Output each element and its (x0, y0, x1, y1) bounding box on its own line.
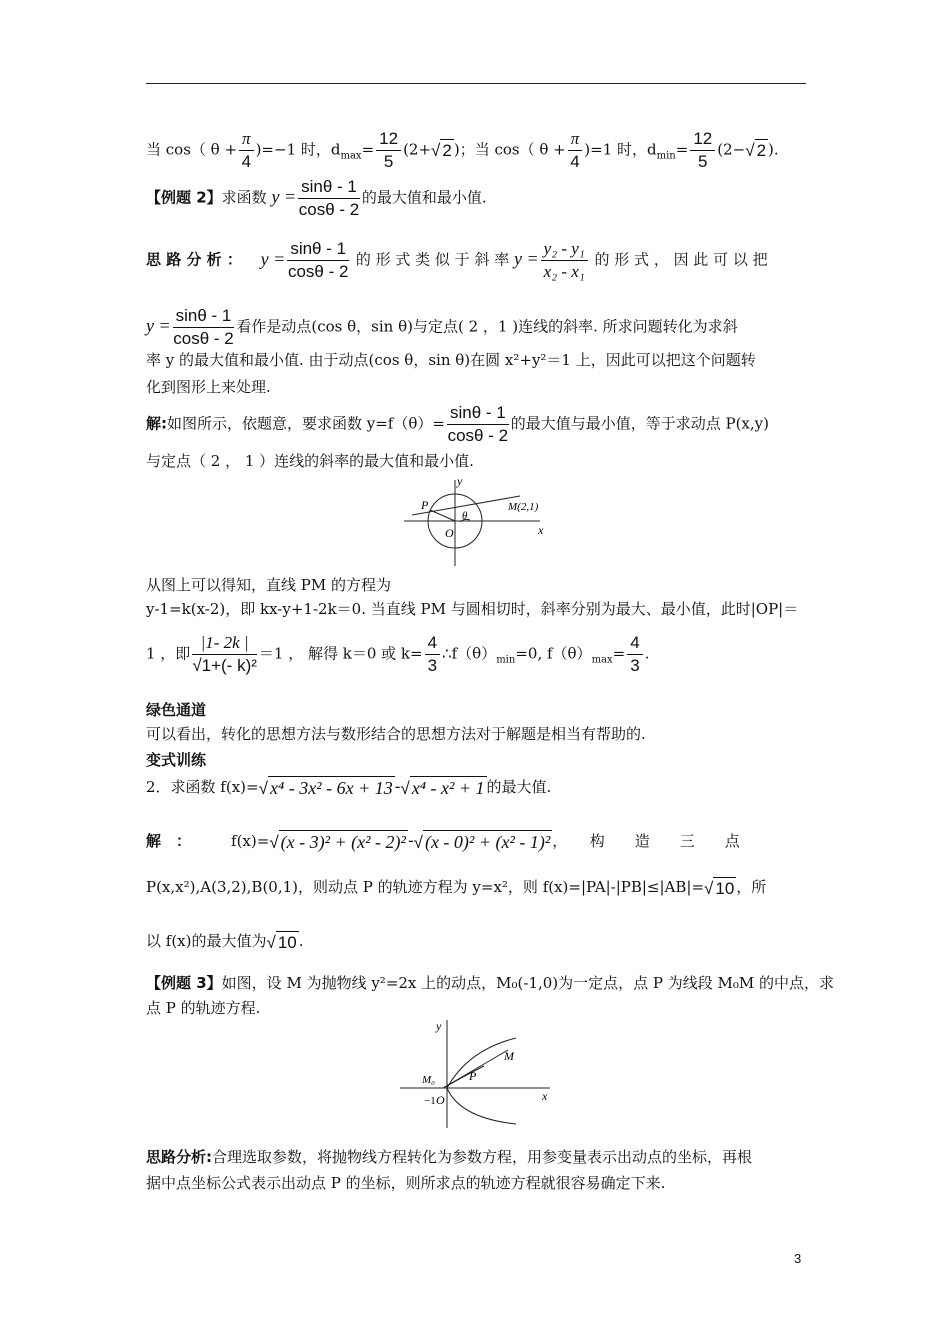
label-m: M (504, 1049, 514, 1063)
label-m: M(2,1) (508, 501, 539, 513)
label-p: P (421, 498, 429, 512)
analysis-line-1: 思 路 分 析 ： y = $\frac{\sin\theta - 1}{\cos\theta - 2}$ 的 形 式 类 似 于 斜 率 y = $\frac{\text{y₂ - y₁}}{\text{x₂ - x₁}}$ 的 形 式 ， 因 此 可 以 把 (146, 239, 768, 281)
solution-1: 解:如图所示，依题意，要求函数 y=f（θ）= $\frac{\sin\theta - 1}{\cos\theta - 2}$ 的最大值与最小值，等于求动点 P(x,y) (146, 403, 769, 445)
fraction-sin-cos: $\frac{\sin\theta - 1}{\cos\theta - 2}$ (298, 177, 360, 219)
label-theta: θ (462, 510, 468, 522)
fraction-slope: $\frac{\text{y₂ - y₁}}{\text{x₂ - x₁}}$ (541, 238, 588, 283)
fraction-distance: $\frac{|1- 2k |}{\text{√1+(- k)²}}$ (192, 633, 257, 675)
solution-1b-line-3: 1 ，即 $\frac{|1- 2k |}{\text{√1+(- k)²}}$ ＝1 ， 解得 k＝0 或 k= $\frac{4}{3}$ $\therefore f(\theta)_{min}=0$, $f(\theta)_{max}=$ $\frac{4}{3}$ . (146, 633, 650, 675)
radius-op (430, 510, 455, 521)
label-y: y (436, 1019, 442, 1033)
header-rule (146, 83, 806, 84)
sqrt-2: √ 2 (431, 141, 452, 160)
solution-2: 解 ： f(x)=√ (x - 3)² + (x² - 2)² -√ (x - 0)² + (x² - 1)² ， 构 造 三 点 (146, 831, 740, 852)
solution-1b-line-1: 从图上可以得知，直线 PM 的方程为 (146, 576, 391, 594)
analysis-line-4: 化到图形上来处理. (146, 378, 271, 396)
green-channel-text: 可以看出，转化的思想方法与数形结合的思想方法对于解题是相当有帮助的. (146, 725, 646, 743)
label-p: P (469, 1069, 477, 1083)
label-y: y (457, 474, 463, 488)
analysis-line-2: y = $\frac{\sin\theta - 1}{\cos\theta - 2}$ 看作是动点(cos θ，sin θ)与定点( 2 ，1 )连线的斜率. 所求问题转化为求斜 (146, 306, 738, 348)
label-m0: M₀ (422, 1074, 435, 1086)
label-x: x (538, 523, 544, 537)
solution-1-line-2: 与定点（ 2 ， 1 ）连线的斜率的最大值和最小值. (146, 452, 474, 470)
analysis-3-line-2: 据中点坐标公式表示出动点 P 的坐标，则所求点的轨迹方程就很容易确定下来. (146, 1174, 666, 1192)
label-x: x (542, 1089, 548, 1103)
variant-title: 变式训练 (146, 751, 207, 769)
label-neg1: −1 (424, 1095, 436, 1107)
solution-2-line-3: 以 f(x)的最大值为√ 10 . (146, 932, 304, 952)
figure-parabola (398, 1016, 558, 1132)
label-o: O (436, 1093, 445, 1107)
solution-2-line-2: P(x,x²),A(3,2),B(0,1)，则动点 P 的轨迹方程为 y=x²，则 f(x)=|PA|-|PB|≤|AB|=√ 10 ，所 (146, 878, 767, 898)
analysis-3: 思路分析:合理选取参数，将抛物线方程转化为参数方程，用参变量表示出动点的坐标，再根 (146, 1148, 753, 1166)
variant-problem: 2．求函数 f(x)=√ x⁴ - 3x² - 6x + 13 -√ x⁴ - x² + 1 的最大值. (146, 777, 552, 798)
example-3: 【例题 3】如图，设 M 为抛物线 y²=2x 上的动点，M₀(-1,0)为一定点，点 P 为线段 M₀M 的中点，求 (146, 974, 835, 992)
fraction-12-5: $\frac{12}{5}$ (376, 128, 401, 173)
green-channel-title: 绿色通道 (146, 701, 207, 719)
page-number: 3 (794, 1251, 802, 1266)
label-o: O (445, 526, 454, 540)
locus-curve (443, 1066, 484, 1088)
figure-circle (400, 474, 560, 570)
fraction-pi-4: $\frac{\pi}{4}$ (239, 128, 254, 173)
line-extremes: 当 cos（ θ + $\frac{\pi}{4}$ )=−1 时，$d_{max}=$ $\frac{12}{5}$ (2+√ 2 )；当 cos（ θ + $\frac{\pi}{4}$ )=1 时，$d_{min}=$ $\frac{12}{5}$ (2−√ 2 ). (146, 129, 779, 171)
analysis-line-3: 率 y 的最大值和最小值. 由于动点(cos θ，sin θ)在圆 x²+y²＝1 上，因此可以把这个问题转 (146, 351, 756, 369)
example-2: 【例题 2】求函数 y = $\frac{\sin\theta - 1}{\cos\theta - 2}$ 的最大值和最小值. (146, 177, 487, 219)
example-3-line-2: 点 P 的轨迹方程. (146, 999, 261, 1017)
solution-1b-line-2: y-1=k(x-2)，即 kx-y+1-2k＝0. 当直线 PM 与圆相切时，斜率分别为最大、最小值，此时|OP|＝ (146, 600, 799, 618)
